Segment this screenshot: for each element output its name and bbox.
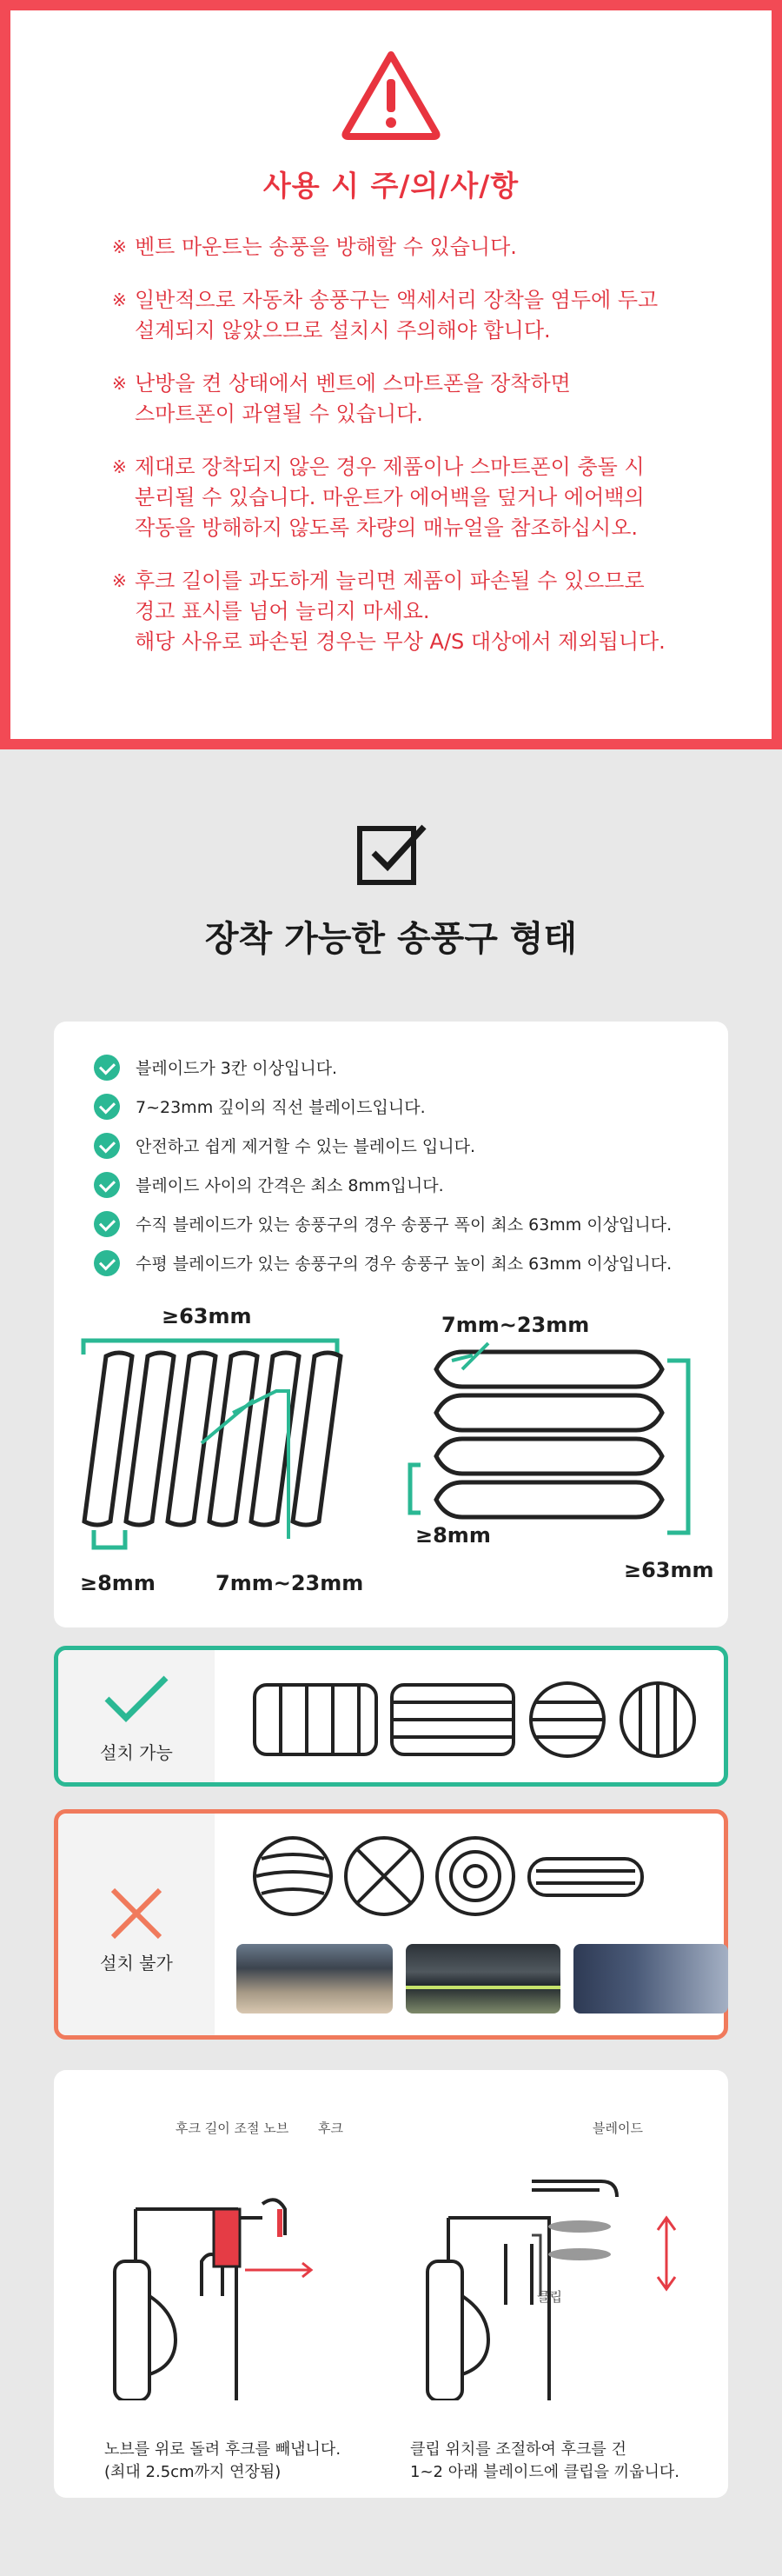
install-ok-label: 설치 가능 [100, 1742, 173, 1763]
clip-diagram [393, 2140, 714, 2400]
green-check-icon [94, 1250, 120, 1276]
caution-mark: ※ [112, 373, 127, 394]
caution-mark: ※ [112, 456, 127, 477]
caution-line: 작동을 방해하지 않도록 차량의 매뉴얼을 참조하십시오. [135, 516, 639, 540]
caption-right-line1: 클립 위치를 조절하여 후크를 건 [410, 2440, 626, 2459]
green-check-icon [94, 1211, 120, 1237]
dim-v-width: ≥63mm [162, 1304, 252, 1328]
caution-item [112, 285, 720, 346]
caution-item [112, 566, 720, 657]
caution-line: 제대로 장착되지 않은 경우 제품이나 스마트폰이 충돌 시 [135, 455, 645, 479]
dim-v-gap: ≥8mm [80, 1571, 156, 1595]
green-check-icon [94, 1094, 120, 1120]
requirements-card [54, 1022, 728, 1627]
knob-label: 후크 길이 조절 노브 [176, 2120, 289, 2136]
requirement-text: 블레이드가 3칸 이상입니다. [136, 1059, 338, 1078]
warning-icon [341, 50, 441, 140]
checkbox-icon [356, 822, 429, 888]
caption-right-line2: 1~2 아래 블레이드에 클립을 끼웁니다. [410, 2463, 680, 2481]
requirement-item [94, 1243, 672, 1282]
requirement-item [94, 1048, 672, 1087]
caution-line: 분리될 수 있습니다. 마운트가 에어백을 덮거나 에어백의 [135, 485, 645, 509]
caution-list [112, 232, 720, 680]
requirement-item [94, 1204, 672, 1243]
vertical-blade-diagram [71, 1330, 358, 1565]
caution-line: 경고 표시를 넘어 늘리지 마세요. [135, 599, 430, 623]
requirement-text: 수직 블레이드가 있는 송풍구의 경우 송풍구 폭이 최소 63mm 이상입니다. [136, 1215, 673, 1235]
clip-label: 클립 [537, 2289, 562, 2305]
requirement-item [94, 1087, 672, 1126]
requirement-text: 안전하고 쉽게 제거할 수 있는 블레이드 입니다. [136, 1137, 476, 1156]
requirement-text: 블레이드 사이의 간격은 최소 8mm입니다. [136, 1176, 444, 1195]
hook-label: 후크 [318, 2120, 343, 2136]
green-check-icon [94, 1133, 120, 1159]
caution-mark: ※ [112, 236, 127, 257]
horizontal-blade-diagram [401, 1335, 714, 1552]
install-ng-label: 설치 불가 [100, 1953, 173, 1974]
ng-vent-shapes [249, 1833, 719, 1920]
dim-v-depth: 7mm~23mm [215, 1571, 364, 1595]
requirement-item [94, 1165, 672, 1204]
caption-left [104, 2439, 341, 2484]
ng-photo-1 [236, 1944, 393, 2014]
dim-h-gap: ≥8mm [415, 1523, 491, 1548]
dim-h-height: ≥63mm [624, 1558, 714, 1582]
caution-line: 벤트 마운트는 송풍을 방해할 수 있습니다. [135, 235, 517, 259]
ng-photo-3 [573, 1944, 728, 2014]
caution-mark: ※ [112, 290, 127, 310]
howto-card [54, 2070, 728, 2498]
install-ng-card [54, 1809, 728, 2040]
x-icon [106, 1883, 167, 1944]
check-icon [102, 1673, 171, 1725]
caution-line: 일반적으로 자동차 송풍구는 액세서리 장착을 염두에 두고 [135, 288, 659, 312]
caution-line: 스마트폰이 과열될 수 있습니다. [135, 402, 423, 426]
ok-vent-shapes [249, 1676, 719, 1763]
caution-line: 난방을 켠 상태에서 벤트에 스마트폰을 장착하면 [135, 371, 571, 396]
caution-line: 해당 사유로 파손된 경우는 무상 A/S 대상에서 제외됩니다. [135, 629, 666, 654]
caution-line: 설계되지 않았으므로 설치시 주의해야 합니다. [135, 318, 551, 343]
mountable-title: 장착 가능한 송풍구 형태 [204, 919, 578, 959]
caution-item [112, 452, 720, 543]
caption-left-line1: 노브를 위로 돌려 후크를 빼냅니다. [104, 2440, 341, 2459]
requirements-list [94, 1048, 672, 1282]
dim-h-depth: 7mm~23mm [441, 1313, 590, 1337]
install-ok-card [54, 1646, 728, 1787]
caution-item [112, 369, 720, 429]
blade-label: 블레이드 [593, 2120, 643, 2136]
caution-mark: ※ [112, 570, 127, 591]
caution-section [0, 0, 782, 749]
caution-panel [10, 10, 772, 739]
caution-item [112, 232, 720, 263]
caution-line: 후크 길이를 과도하게 늘리면 제품이 파손될 수 있으므로 [135, 569, 645, 593]
green-check-icon [94, 1055, 120, 1081]
caption-right [410, 2439, 679, 2484]
caption-left-line2: (최대 2.5cm까지 연장됨) [104, 2463, 282, 2481]
knob-diagram [80, 2140, 367, 2400]
requirement-text: 수평 블레이드가 있는 송풍구의 경우 송풍구 높이 최소 63mm 이상입니다. [136, 1255, 673, 1274]
caution-title: 사용 시 주/의/사/항 [262, 169, 520, 203]
green-check-icon [94, 1172, 120, 1198]
requirement-item [94, 1126, 672, 1165]
ng-photo-2 [406, 1944, 560, 2014]
requirement-text: 7~23mm 깊이의 직선 블레이드입니다. [136, 1098, 426, 1117]
